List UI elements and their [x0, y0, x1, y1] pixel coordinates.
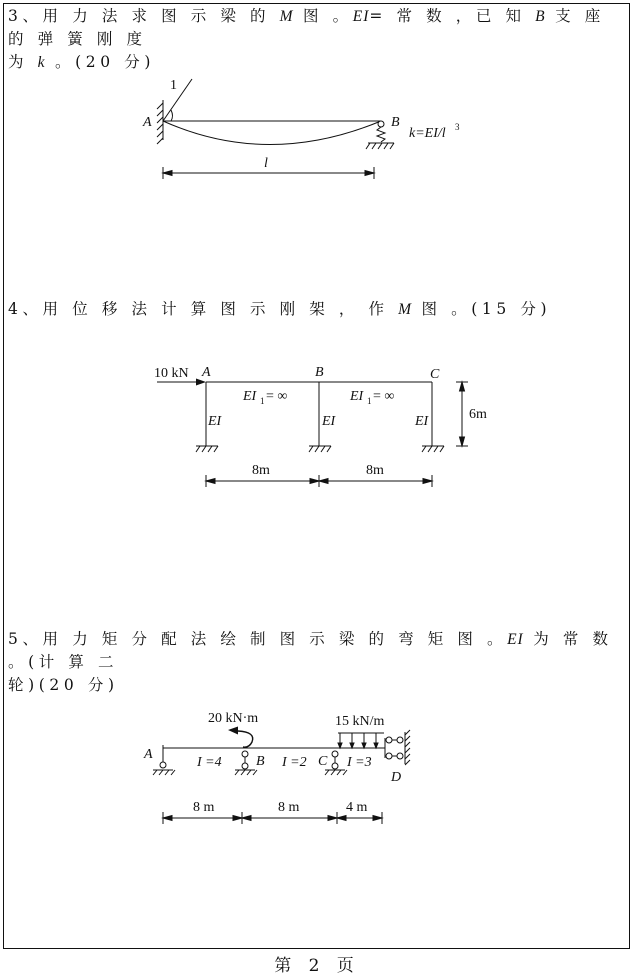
q5-span1-label: 8 m: [193, 800, 215, 815]
q5-stiffness-2: I =2: [282, 755, 307, 770]
q5-points: 轮)(20 分): [8, 676, 119, 694]
q3-label-a: A: [143, 115, 152, 130]
q3-rotation-label: 1: [170, 78, 177, 93]
q5-text-part: 5、用 力 矩 分 配 法 绘 制 图 示 梁 的 弯 矩 图 。: [8, 630, 508, 648]
q5-label-a: A: [144, 747, 153, 762]
q4-symbol-m: M: [398, 301, 413, 318]
q4-column3-label: EI: [415, 414, 429, 429]
q5-moment-label: 20 kN·m: [208, 711, 259, 726]
q4-label-b: B: [315, 365, 324, 380]
q4-column2-label: EI: [322, 414, 336, 429]
q3-text-part: 支 座 的 弹 簧 刚 度: [8, 7, 605, 48]
q3-text-part: 3、用 力 法 求 图 示 梁 的: [8, 7, 280, 25]
q3-points: 。(20 分): [45, 53, 156, 71]
q5-label-d: D: [391, 770, 402, 785]
q3-text-part: 为: [8, 53, 38, 71]
q4-span1-label: 8m: [252, 463, 270, 478]
q4-points: 图 。(15 分): [412, 300, 552, 318]
q5-support-c: [325, 751, 347, 775]
q5-moment-arrow: [228, 727, 253, 748]
q4-beam1-subscript: 1: [260, 396, 265, 406]
q3-text-part: 图 。: [293, 7, 353, 25]
q3-symbol-m: M: [279, 8, 294, 25]
q4-column1-label: EI: [208, 414, 222, 429]
q5-stiffness-3: I =3: [347, 755, 372, 770]
q5-label-b: B: [256, 754, 265, 769]
q4-span2-label: 8m: [366, 463, 384, 478]
q4-label-c: C: [430, 367, 440, 382]
q5-label-c: C: [318, 754, 328, 769]
q4-beam2-stiffness: EI: [350, 389, 364, 404]
q5-support-b: [235, 751, 257, 775]
q5-text-part: 为 常 数 。(计 算 二: [8, 630, 613, 671]
q5-stiffness-1: I =4: [197, 755, 222, 770]
page-number: 第 2 页: [274, 956, 360, 976]
q4-beam1-stiffness: EI: [243, 389, 257, 404]
q4-beam2-subscript: 1: [367, 396, 372, 406]
q5-distributed-load: [338, 733, 384, 748]
q5-span3-label: 4 m: [346, 800, 368, 815]
q4-beam2-value: = ∞: [373, 389, 395, 404]
q5-symbol-ei: EI: [507, 631, 524, 648]
q4-label-a: A: [202, 365, 211, 380]
q3-span-label: l: [264, 156, 268, 171]
q4-load-label: 10 kN: [154, 366, 189, 381]
q3-symbol-k: k: [37, 54, 46, 71]
q4-text-part: 4、用 位 移 法 计 算 图 示 刚 架 ， 作: [8, 300, 399, 318]
q3-symbol-b: B: [535, 8, 546, 25]
q3-symbol-ei: EI: [352, 8, 370, 25]
q5-support-d: [385, 730, 410, 765]
q4-height-label: 6m: [469, 407, 487, 422]
q4-beam1-value: = ∞: [266, 389, 288, 404]
q3-label-b: B: [391, 115, 400, 130]
q5-support-a: [153, 748, 175, 775]
q3-spring-stiffness: k=EI/l: [409, 126, 446, 141]
q3-text-part: = 常 数 ，已 知: [369, 7, 536, 25]
q5-span2-label: 8 m: [278, 800, 300, 815]
q3-spring-exponent: 3: [455, 122, 460, 132]
q5-udl-label: 15 kN/m: [335, 714, 385, 729]
